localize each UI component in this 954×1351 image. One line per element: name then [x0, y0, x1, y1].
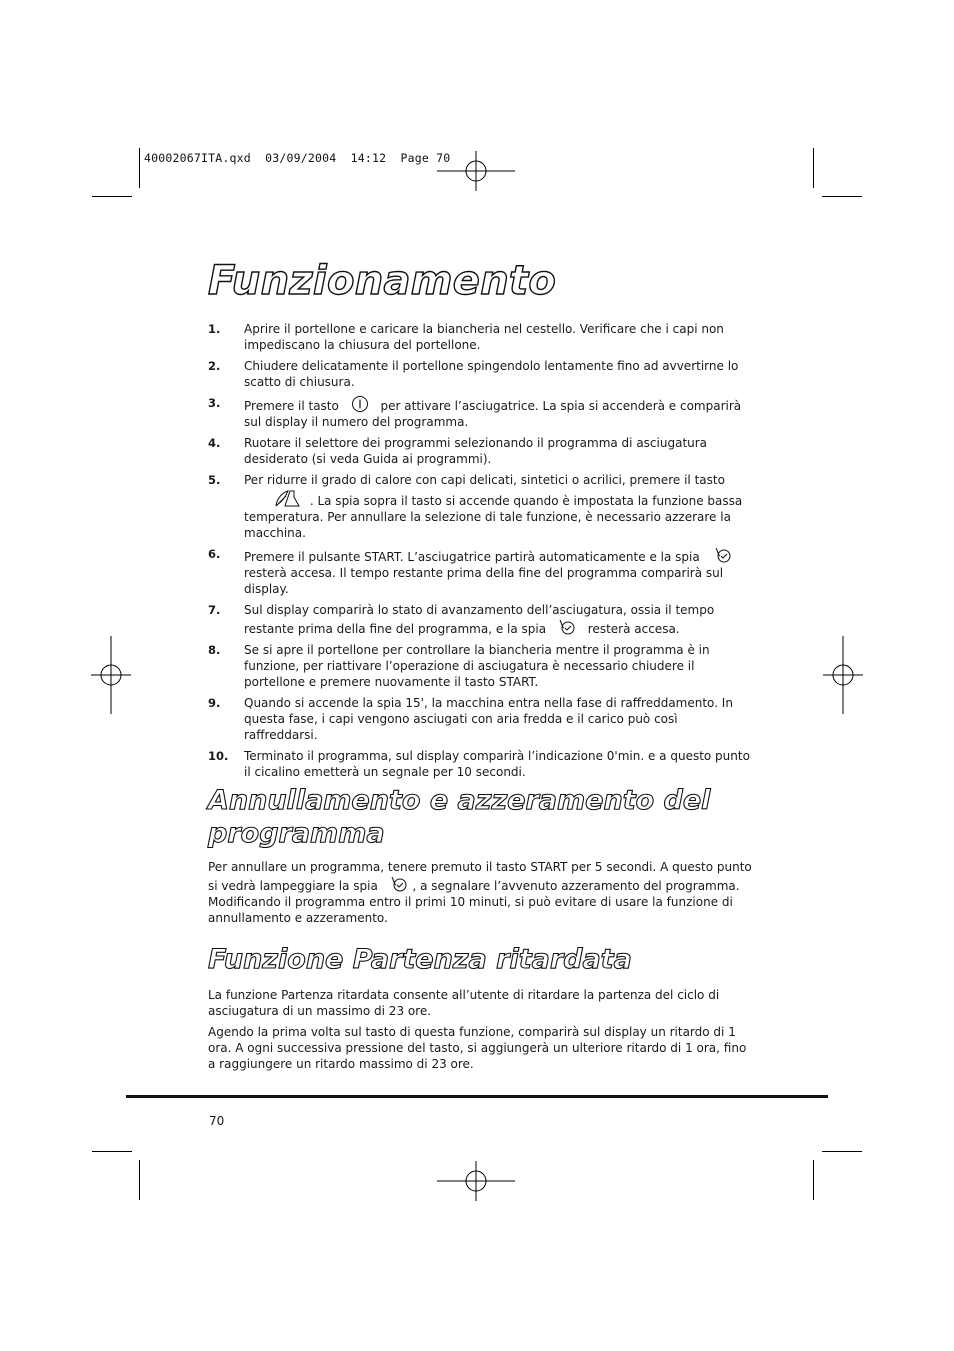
step-text-after-icon: per attivare l’asciugatrice. La spia si accenderà e comparirà sul display il numero del programma. — [244, 399, 742, 429]
step-text-before-icon: Sul display comparirà lo stato di avanzamento dell’asciugatura, ossia il tempo restante prima della fine del programma, e la spia — [244, 603, 715, 636]
step-text-after-icon: . La spia sopra il tasto si accende quando è impostata la funzione bassa temperatura. Per annullare la selezione di tale funzione, è necessario azzerare la macchina. — [244, 494, 743, 540]
list-item — [208, 602, 753, 637]
drying-indicator-icon — [556, 618, 576, 636]
paragraph: Agendo la prima volta sul tasto di questa funzione, comparirà sul display un ritardo di 1 ora. A ogni successiva pressione del tasto, si aggiungerà un ulteriore ritardo di 1 ora, fino a raggiungere un ritardo massimo di 23 ore. — [208, 1025, 747, 1071]
section-heading-line: Annullamento e azzeramento del — [208, 785, 711, 816]
steps-list — [208, 321, 753, 785]
list-item — [208, 395, 753, 430]
step-text-before-icon: Premere il pulsante START. L’asciugatrice partirà automaticamente e la spia — [244, 550, 700, 564]
drying-indicator-icon — [388, 875, 408, 893]
step-number: 3. — [208, 396, 221, 410]
crop-mark-top-left-horizontal — [92, 196, 132, 197]
registration-mark-left-icon — [91, 636, 131, 714]
paragraph: La funzione Partenza ritardata consente all’utente di ritardare la partenza del ciclo di asciugatura di un massimo di 23 ore. — [208, 988, 720, 1018]
step-number: 5. — [208, 473, 221, 487]
list-item — [208, 546, 753, 597]
power-button-icon — [351, 395, 369, 413]
step-number: 7. — [208, 603, 221, 617]
list-item — [208, 695, 753, 743]
page-number: 70 — [209, 1114, 225, 1128]
list-item — [208, 321, 753, 353]
registration-mark-right-icon — [823, 636, 863, 714]
section-cancel-reset-body — [208, 859, 753, 931]
list-item — [208, 435, 753, 467]
list-item — [208, 472, 753, 541]
section-heading-delayed-start: Funzione Partenza ritardata — [208, 944, 632, 975]
crop-mark-bottom-right-vertical — [813, 1160, 814, 1200]
step-number: 6. — [208, 547, 221, 561]
step-text: Quando si accende la spia 15', la macchina entra nella fase di raffreddamento. In questa fase, i capi vengono asciugati con aria fredda e il carico può così raffreddarsi. — [244, 696, 733, 742]
step-number: 4. — [208, 436, 221, 450]
step-number: 9. — [208, 696, 221, 710]
step-text: Ruotare il selettore dei programmi selezionando il programma di asciugatura desiderato (si veda Guida ai programmi). — [244, 436, 708, 466]
list-item — [208, 358, 753, 390]
step-number: 8. — [208, 643, 221, 657]
section-heading-cancel-reset — [208, 784, 710, 850]
crop-mark-top-left-vertical — [139, 148, 140, 188]
step-number: 10. — [208, 749, 229, 763]
step-text-before-icon: Premere il tasto — [244, 399, 339, 413]
crop-mark-bottom-left-horizontal — [92, 1151, 132, 1152]
list-item — [208, 748, 753, 780]
low-temperature-icon — [274, 488, 302, 508]
step-text: Aprire il portellone e caricare la biancheria nel cestello. Verificare che i capi non impediscano la chiusura del portellone. — [244, 322, 724, 352]
step-text-after-icon: resterà accesa. Il tempo restante prima della fine del programma comparirà sul display. — [244, 566, 724, 596]
crop-mark-bottom-right-horizontal — [822, 1151, 862, 1152]
footer-divider — [126, 1095, 828, 1098]
step-text-after-icon: resterà accesa. — [587, 622, 680, 636]
step-number: 2. — [208, 359, 221, 373]
list-item — [208, 642, 753, 690]
crop-mark-top-right-vertical — [813, 148, 814, 188]
section-delayed-start-body — [208, 987, 753, 1077]
step-text: Se si apre il portellone per controllare la biancheria mentre il programma è in funzione, per riattivare l’operazione di asciugatura è necessario chiudere il portellone e premere nuovamente il tasto START. — [244, 643, 710, 689]
registration-mark-bottom-icon — [437, 1161, 515, 1201]
crop-mark-bottom-left-vertical — [139, 1160, 140, 1200]
section-heading-line: programma — [208, 818, 385, 849]
drying-indicator-icon — [712, 546, 732, 564]
paragraph-text-before-icon: Per annullare un programma, tenere premuto il tasto START per 5 secondi. A questo punto si vedrà lampeggiare la spia — [208, 860, 752, 893]
step-text-before-icon: Per ridurre il grado di calore con capi delicati, sintetici o acrilici, premere il tasto — [244, 473, 725, 487]
page-title: Funzionamento — [208, 258, 557, 304]
step-number: 1. — [208, 322, 221, 336]
step-text: Chiudere delicatamente il portellone spingendolo lentamente fino ad avvertirne lo scatto di chiusura. — [244, 359, 739, 389]
file-header-stamp: 40002067ITA.qxd 03/09/2004 14:12 Page 70 — [144, 151, 451, 165]
crop-mark-top-right-horizontal — [822, 196, 862, 197]
step-text: Terminato il programma, sul display comparirà l’indicazione 0'min. e a questo punto il cicalino emetterà un segnale per 10 secondi. — [244, 749, 750, 779]
paragraph-text-after-icon: , a segnalare l’avvenuto azzeramento del programma. Modificando il programma entro il primi 10 minuti, si può evitare di usare la funzione di annullamento e azzeramento. — [208, 879, 740, 925]
